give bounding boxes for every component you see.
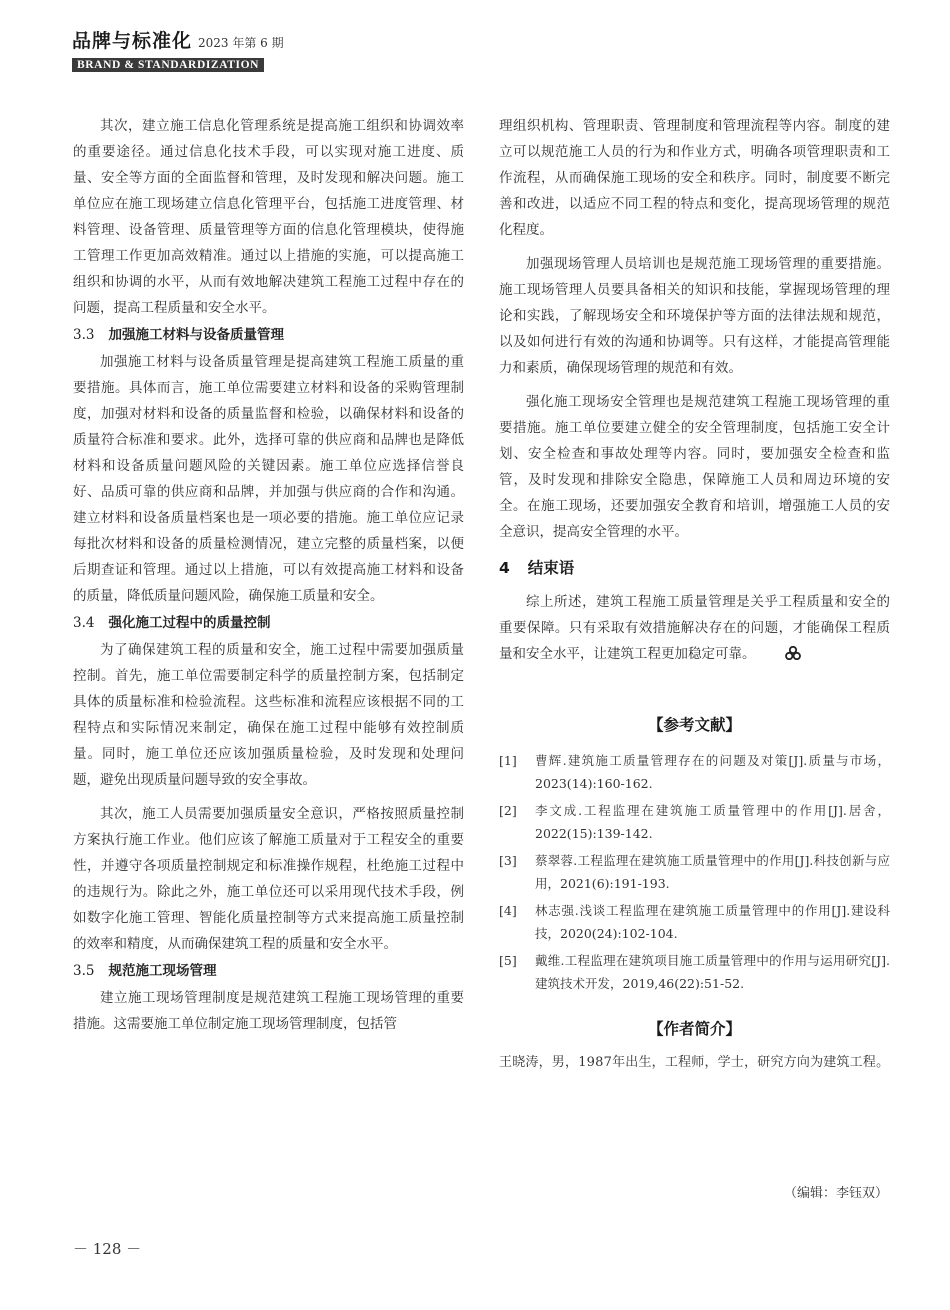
issue-label: 2023 年第 6 期: [198, 36, 284, 50]
reference-number: [3]: [499, 853, 517, 868]
reference-text: 李文成.工程监理在建筑施工质量管理中的作用[J].居舍，2022(15):139-142.: [535, 803, 890, 841]
reference-text: 戴维.工程监理在建筑项目施工质量管理中的作用与运用研究[J].建筑技术开发，2019,46(22):51-52.: [535, 953, 890, 991]
journal-header: [72, 26, 284, 72]
reference-number: [2]: [499, 803, 517, 818]
reference-item: [499, 749, 890, 795]
right-column: [499, 113, 890, 1075]
section-4-heading: [499, 555, 890, 581]
paragraph: 加强现场管理人员培训也是规范施工现场管理的重要措施。施工现场管理人员要具备相关的知识和技能，掌握现场管理的理论和实践，了解现场安全和环境保护等方面的法律法规和规范，以及如何进行有效的沟通和协调等。只有这样，才能提高管理能力和素质，确保现场管理的规范和有效。: [499, 256, 890, 376]
conclusion-paragraph: [499, 589, 890, 669]
section-title: 结束语: [527, 559, 575, 577]
references-list: [499, 749, 890, 995]
section-3-3-heading: [73, 324, 464, 346]
paragraph: 理组织机构、管理职责、管理制度和管理流程等内容。制度的建立可以规范施工人员的行为和作业方式，明确各项管理职责和工作流程，从而确保施工现场的安全和秩序。同时，制度要不断完善和改进，以适应不同工程的特点和变化，提高现场管理的规范化程度。: [499, 118, 890, 238]
reference-text: 林志强.浅谈工程监理在建筑施工质量管理中的作用[J].建设科技，2020(24):102-104.: [535, 903, 890, 941]
references-title: 【参考文献】: [647, 716, 741, 734]
section-3-4-heading: [73, 612, 464, 634]
paragraph: 为了确保建筑工程的质量和安全，施工过程中需要加强质量控制。首先，施工单位需要制定科学的质量控制方案，包括制定具体的质量标准和检验流程。这些标准和流程应该根据不同的工程特点和实际情况来制定，确保在施工过程中能够有效控制质量。同时，施工单位还应该加强质量检验，及时发现和处理问题，避免出现质量问题导致的安全事故。: [73, 642, 464, 788]
reference-text: 曹辉.建筑施工质量管理存在的问题及对策[J].质量与市场，2023(14):160-162.: [535, 753, 890, 791]
section-title: 强化施工过程中的质量控制: [108, 615, 271, 631]
section-number: 3.5: [73, 963, 95, 979]
reference-item: [499, 799, 890, 845]
paragraph: 建立施工现场管理制度是规范建筑工程施工现场管理的重要措施。这需要施工单位制定施工现场管理制度，包括管: [73, 990, 464, 1032]
journal-english-name: BRAND & STANDARDIZATION: [72, 58, 264, 72]
reference-item: [499, 849, 890, 895]
author-bio-text: 王晓涛，男，1987年出生，工程师，学士，研究方向为建筑工程。: [499, 1055, 890, 1070]
left-column: [73, 113, 464, 1037]
editor-credit: （编辑：李钰双）: [783, 1186, 888, 1201]
reference-item: [499, 949, 890, 995]
reference-number: [4]: [499, 903, 517, 918]
section-3-5-heading: [73, 960, 464, 982]
paragraph: 强化施工现场安全管理也是规范建筑工程施工现场管理的重要措施。施工单位要建立健全的安全管理制度，包括施工安全计划、安全检查和事故处理等内容。同时，要加强安全检查和监管，及时发现和排除安全隐患，保障施工人员和周边环境的安全。在施工现场，还要加强安全教育和培训，增强施工人员的安全意识，提高安全管理的水平。: [499, 394, 890, 540]
section-title: 规范施工现场管理: [108, 963, 217, 979]
section-number: 3.3: [73, 327, 95, 343]
section-number: 3.4: [73, 615, 95, 631]
paragraph: 其次，建立施工信息化管理系统是提高施工组织和协调效率的重要途径。通过信息化技术手段，可以实现对施工进度、质量、安全等方面的全面监督和管理，及时发现和解决问题。施工单位应在施工现场建立信息化管理平台，包括施工进度管理、材料管理、设备管理、质量管理等方面的信息化管理模块，使得施工管理工作更加高效精准。通过以上措施的实施，可以提高施工组织和协调的水平，从而有效地解决建筑工程施工过程中存在的问题，提高工程质量和安全水平。: [73, 118, 464, 316]
paragraph: 加强施工材料与设备质量管理是提高建筑工程施工质量的重要措施。具体而言，施工单位需要建立材料和设备的采购管理制度，加强对材料和设备的质量监督和检验，以确保材料和设备的质量符合标准和要求。此外，选择可靠的供应商和品牌也是降低材料和设备质量问题风险的关键因素。施工单位应选择信誉良好、品质可靠的供应商和品牌，并加强与供应商的合作和沟通。建立材料和设备质量档案也是一项必要的措施。施工单位应记录每批次材料和设备的质量检测情况，建立完整的质量档案，以便后期查证和管理。通过以上措施，可以有效提高施工材料和设备的质量，降低质量问题风险，确保施工质量和安全。: [73, 354, 464, 604]
reference-item: [499, 899, 890, 945]
reference-number: [1]: [499, 753, 517, 768]
author-bio-title: 【作者简介】: [647, 1020, 741, 1038]
conclusion-text: 综上所述，建筑工程施工质量管理是关乎工程质量和安全的重要保障。只有采取有效措施解决存在的问题，才能确保工程质量和安全水平，让建筑工程更加稳定可靠。: [499, 594, 890, 662]
page-number: － 128 －: [73, 1240, 142, 1258]
section-title: 加强施工材料与设备质量管理: [108, 327, 284, 343]
paragraph: 其次，施工人员需要加强质量安全意识，严格按照质量控制方案执行施工作业。他们应该了解施工质量对于工程安全的重要性，并遵守各项质量控制规定和标准操作规程，杜绝施工过程中的违规行为。除此之外，施工单位还可以采用现代技术手段，例如数字化施工管理、智能化质量控制等方式来提高施工质量控制的效率和精度，从而确保建筑工程的质量和安全水平。: [73, 806, 464, 952]
reference-number: [5]: [499, 953, 517, 968]
section-number: 4: [499, 559, 510, 577]
reference-text: 蔡翠蓉.工程监理在建筑施工质量管理中的作用[J].科技创新与应用，2021(6):191-193.: [535, 853, 890, 891]
end-mark-icon: [758, 643, 801, 669]
journal-name: 品牌与标准化: [72, 30, 193, 52]
